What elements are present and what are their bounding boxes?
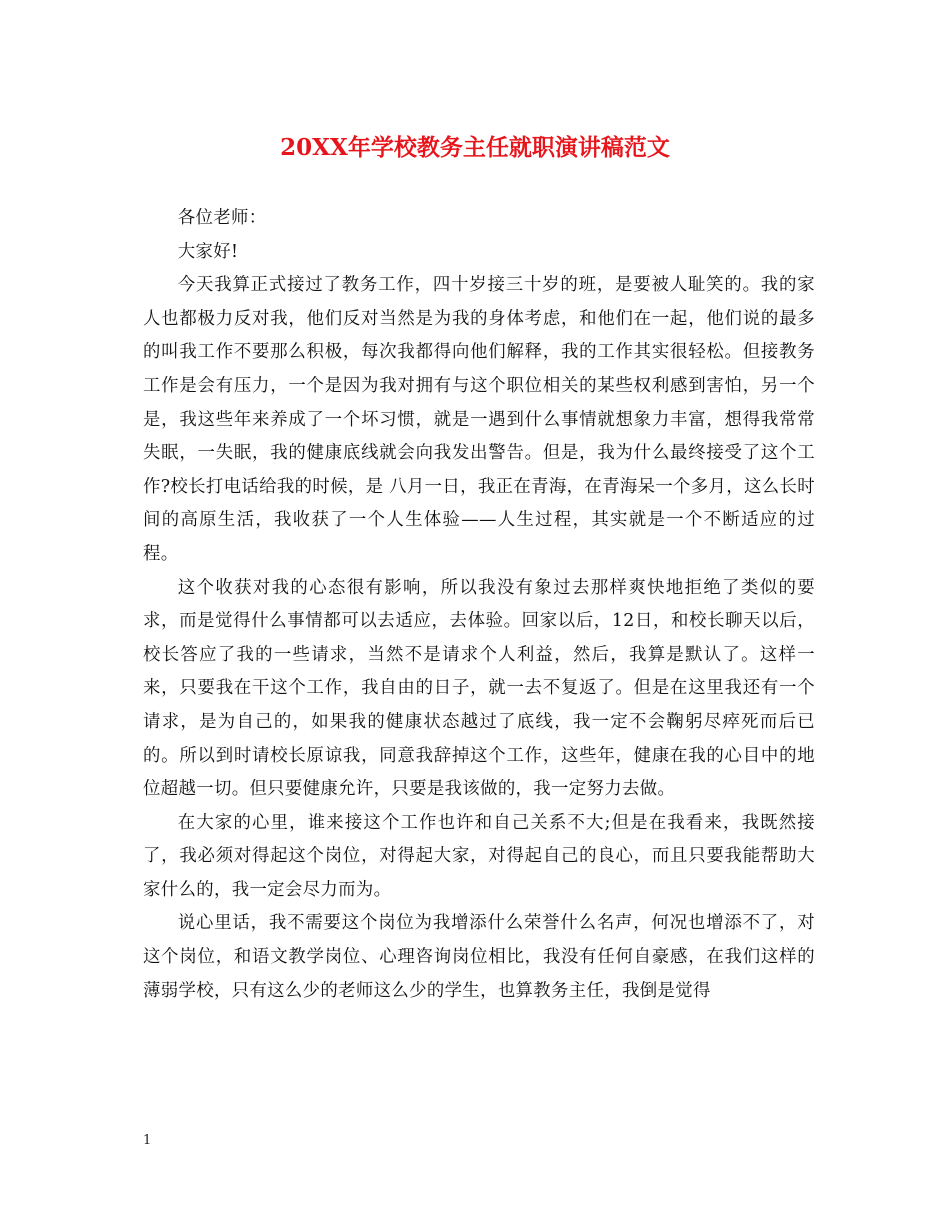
- paragraph-4: 说心里话，我不需要这个岗位为我增添什么荣誉什么名声，何况也增添不了，对这个岗位，和语文教学岗位、心理咨询岗位相比，我没有任何自豪感，在我们这样的薄弱学校，只有这么少的老师这么少的学生，也算教务主任，我倒是觉得: [143, 913, 815, 1001]
- paragraph-salutation: 各位老师：: [177, 208, 267, 228]
- document-body: [143, 202, 815, 1008]
- paragraph-greeting: 大家好!: [177, 241, 239, 262]
- page-number: 1: [143, 1133, 152, 1148]
- paragraph-1: 今天我算正式接过了教务工作，四十岁接三十岁的班，是要被人耻笑的。我的家人也都极力反对我，他们反对当然是为我的身体考虑，和他们在一起，他们说的最多的叫我工作不要那么积极，每次我都得向他们解释，我的工作其实很轻松。但接教务工作是会有压力，一个是因为我对拥有与这个职位相关的某些权利感到害怕，另一个是，我这些年来养成了一个坏习惯，就是一遇到什么事情就想象力丰富，想得我常常失眠，一失眠，我的健康底线就会向我发出警告。但是，我为什么最终接受了这个工作?校长打电话给我的时候，是 八月一日，我正在青海，在青海呆一个多月，这么长时间的高原生活，我收获了一个人生体验——人生过程，其实就是一个不断适应的过程。: [143, 275, 815, 564]
- paragraph-2: 这个收获对我的心态很有影响，所以我没有象过去那样爽快地拒绝了类似的要求，而是觉得什么事情都可以去适应，去体验。回家以后，12日，和校长聊天以后，校长答应了我的一些请求，当然不是请求个人利益，然后，我算是默认了。这样一来，只要我在干这个工作，我自由的日子，就一去不复返了。但是在这里我还有一个请求，是为自己的，如果我的健康状态越过了底线，我一定不会鞠躬尽瘁死而后已的。所以到时请校长原谅我，同意我辞掉这个工作，这些年，健康在我的心目中的地位超越一切。但只要健康允许，只要是我该做的，我一定努力去做。: [143, 577, 815, 800]
- paragraph-3: 在大家的心里，谁来接这个工作也许和自己关系不大;但是在我看来，我既然接了，我必须对得起这个岗位，对得起大家，对得起自己的良心，而且只要我能帮助大家什么的，我一定会尽力而为。: [143, 812, 815, 900]
- document-title: 20XX年学校教务主任就职演讲稿范文: [280, 134, 670, 161]
